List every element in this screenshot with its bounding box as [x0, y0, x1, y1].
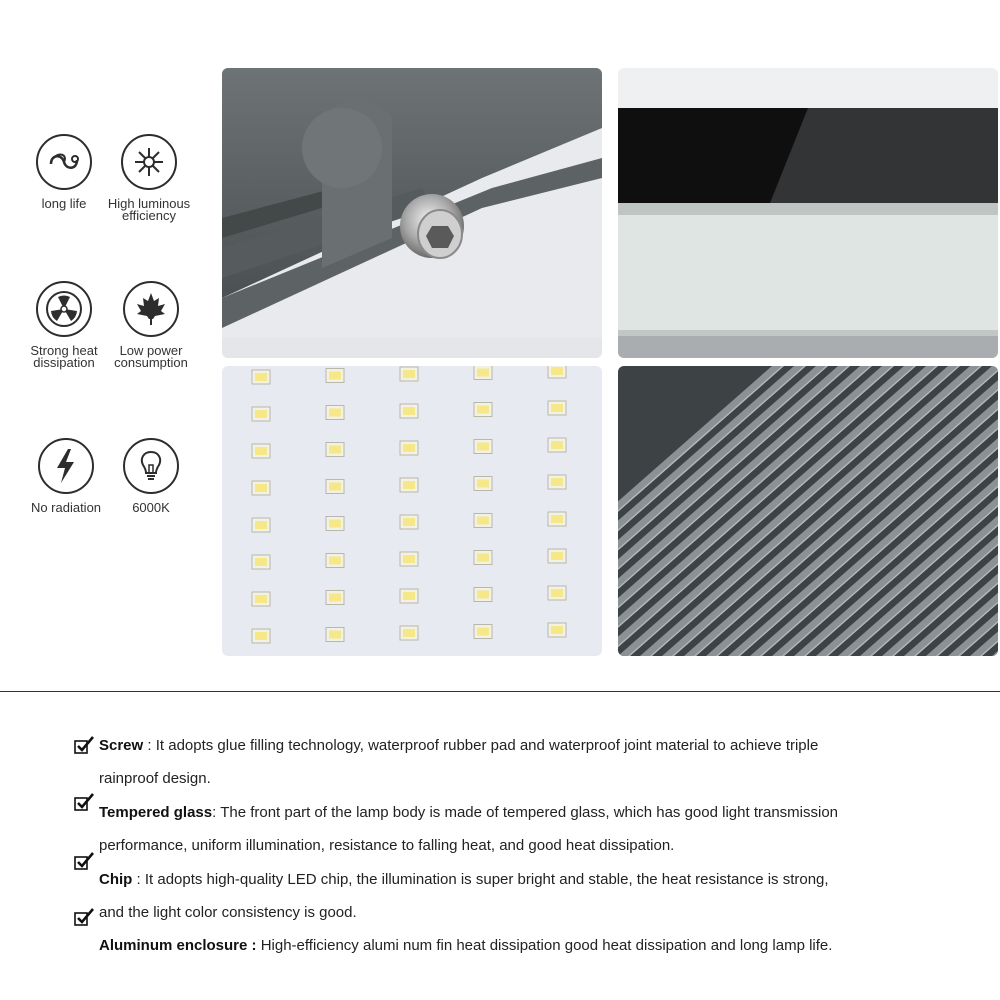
- led-chip: [252, 518, 270, 532]
- led-chip: [474, 403, 492, 417]
- led-chip: [326, 369, 344, 383]
- led-chip: [400, 552, 418, 566]
- checkmark-icon: [74, 908, 94, 926]
- led-chip: [474, 588, 492, 602]
- feature-label: long life: [41, 196, 87, 211]
- bullet-screw-cont: rainproof design.: [99, 770, 211, 787]
- tempered-glass-photo: [618, 68, 998, 358]
- feature-label: 6000K: [132, 500, 170, 515]
- checkmark-icon: [74, 736, 94, 754]
- led-chip: [474, 551, 492, 565]
- aluminum-fin-photo: [618, 366, 998, 656]
- led-chip: [400, 515, 418, 529]
- led-chip: [400, 367, 418, 381]
- led-chip: [326, 480, 344, 494]
- led-chip: [326, 443, 344, 457]
- infinity-wave-icon: [36, 134, 92, 190]
- led-chip: [548, 401, 566, 415]
- led-chip: [326, 517, 344, 531]
- led-chip: [548, 475, 566, 489]
- led-chip: [548, 623, 566, 637]
- led-chip: [400, 404, 418, 418]
- bullet-tempered-glass: Tempered glass: The front part of the lamp body is made of tempered glass, which has good light transmission: [99, 804, 839, 821]
- feature-label: No radiation: [30, 500, 102, 515]
- led-chip: [252, 370, 270, 384]
- led-chip-photo: [222, 366, 602, 656]
- led-chip: [252, 592, 270, 606]
- feature-heat-dissipation: [14, 281, 114, 369]
- section-divider: [0, 691, 1000, 692]
- bullet-aluminum-enclosure: Aluminum enclosure : High-efficiency alumi num fin heat dissipation good heat dissipation and long lamp life.: [99, 937, 833, 954]
- lightning-bolt-icon: [38, 438, 94, 494]
- bullet-chip-cont: and the light color consistency is good.: [99, 904, 357, 921]
- feature-high-luminous: [99, 134, 199, 222]
- radiation-fan-icon: [36, 281, 92, 337]
- led-chip: [400, 626, 418, 640]
- led-chip: [474, 625, 492, 639]
- feature-6000k: [101, 438, 201, 514]
- feature-label: Low power consumption: [114, 343, 188, 370]
- led-chip: [326, 628, 344, 642]
- bullet-screw: Screw : It adopts glue filling technology, waterproof rubber pad and waterproof joint material to achieve triple: [99, 737, 819, 754]
- led-chip: [548, 586, 566, 600]
- led-chip: [252, 444, 270, 458]
- led-chip: [548, 438, 566, 452]
- feature-label: Strong heat dissipation: [30, 343, 98, 370]
- led-chip: [400, 478, 418, 492]
- led-chip: [548, 512, 566, 526]
- led-chip: [400, 441, 418, 455]
- light-bulb-icon: [123, 438, 179, 494]
- feature-label: High luminous efficiency: [107, 196, 191, 223]
- led-chip: [252, 407, 270, 421]
- sun-burst-icon: [121, 134, 177, 190]
- maple-leaf-icon: [123, 281, 179, 337]
- led-chip: [252, 481, 270, 495]
- feature-low-power: [101, 281, 201, 369]
- led-chip: [326, 591, 344, 605]
- led-chip: [400, 589, 418, 603]
- bullet-chip: Chip : It adopts high-quality LED chip, the illumination is super bright and stable, the heat resistance is strong,: [99, 871, 829, 888]
- checkmark-icon: [74, 793, 94, 811]
- led-chip: [548, 366, 566, 378]
- led-chip: [474, 514, 492, 528]
- led-chip: [326, 406, 344, 420]
- bullet-tempered-glass-cont: performance, uniform illumination, resistance to falling heat, and good heat dissipation.: [99, 837, 675, 854]
- led-chip: [474, 440, 492, 454]
- checkmark-icon: [74, 852, 94, 870]
- led-chip: [548, 549, 566, 563]
- led-chip: [252, 629, 270, 643]
- led-chip: [474, 366, 492, 380]
- led-chip: [252, 555, 270, 569]
- led-chip: [326, 554, 344, 568]
- led-chip: [474, 477, 492, 491]
- screw-closeup-photo: [222, 68, 602, 358]
